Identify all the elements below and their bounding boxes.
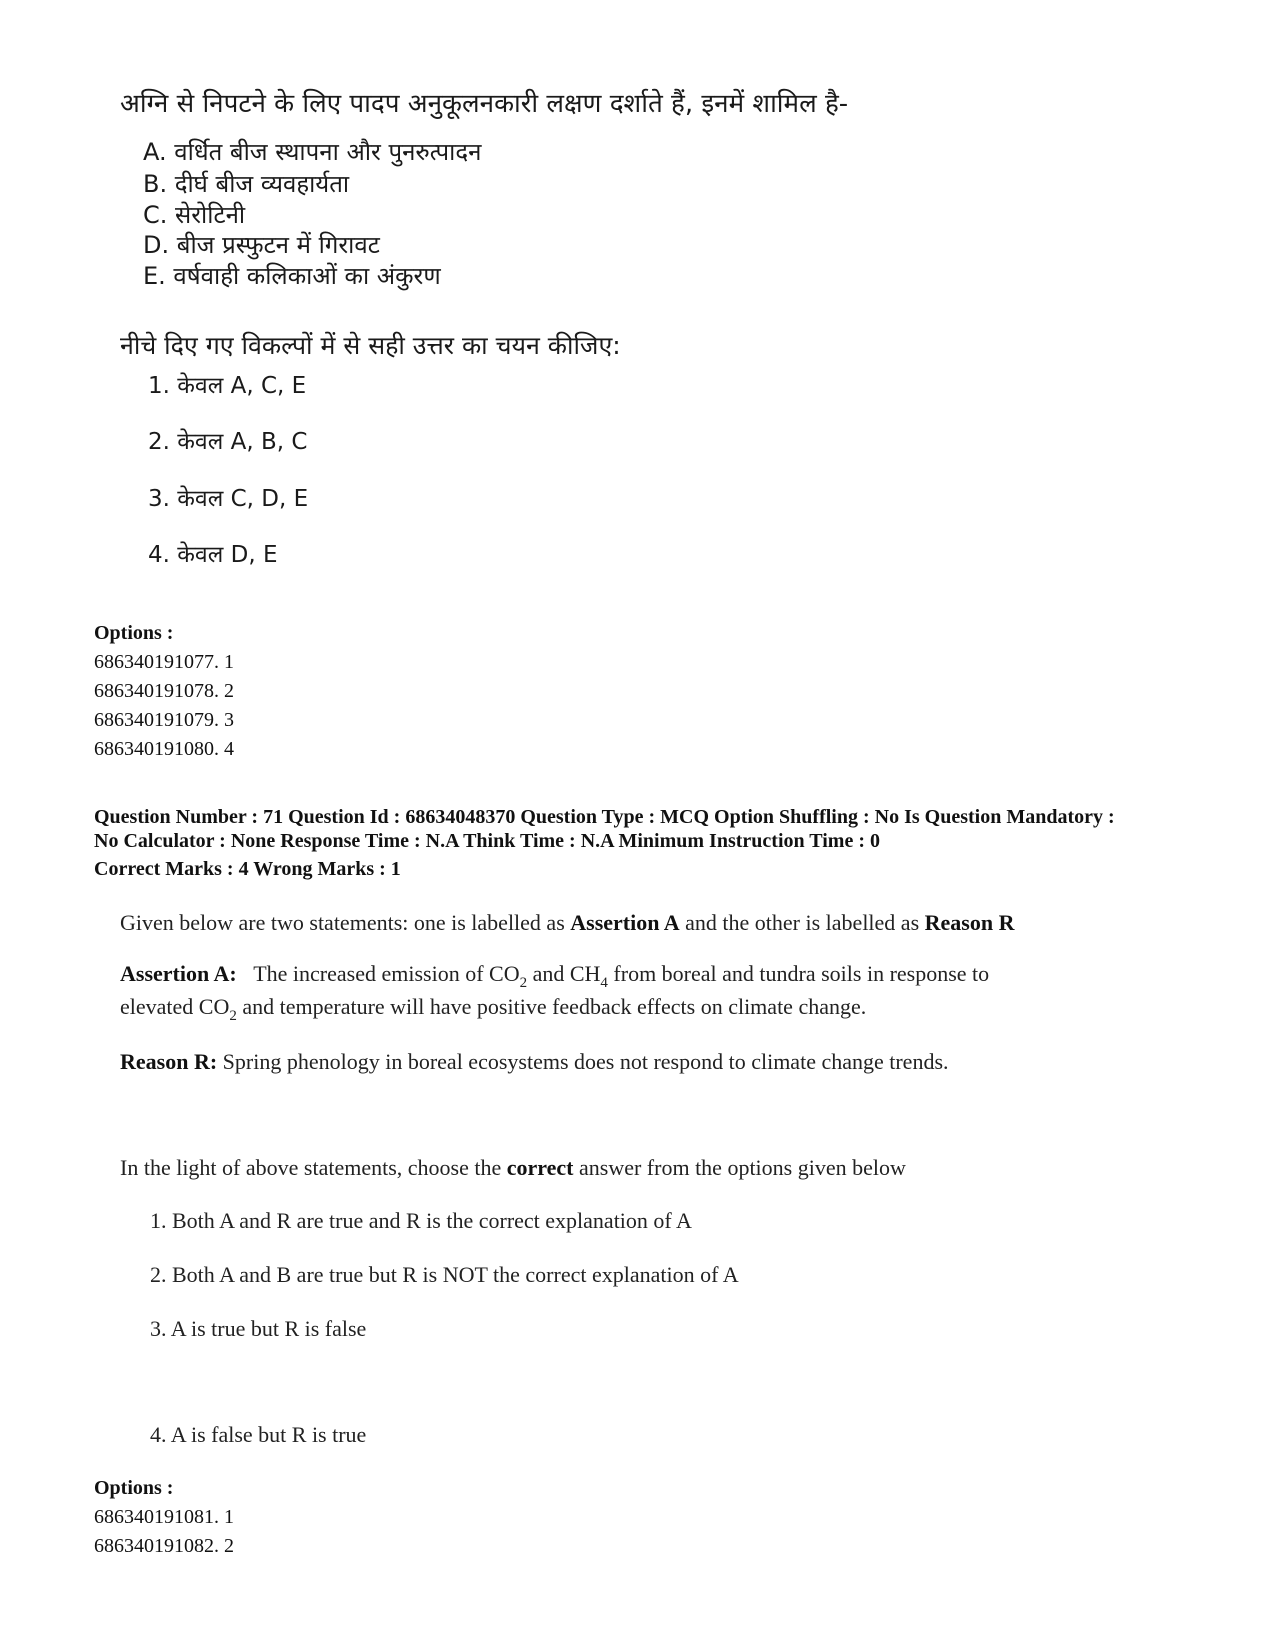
intro-reason: Reason R xyxy=(924,910,1015,935)
intro-assertion: Assertion A xyxy=(570,910,680,935)
option-id-line: 686340191082. 2 xyxy=(94,1535,234,1557)
option-id-line: 686340191078. 2 xyxy=(94,680,234,702)
intro-text: and the other is labelled as xyxy=(679,910,925,935)
question-71-intro xyxy=(120,910,1014,936)
choice-4: 4. A is false but R is true xyxy=(150,1422,367,1447)
intro-text: Given below are two statements: one is labelled as xyxy=(120,910,571,935)
option-id-line: 686340191079. 3 xyxy=(94,709,234,731)
meta-line-2: No Calculator : None Response Time : N.A Think Time : N.A Minimum Instruction Time : 0 xyxy=(94,830,880,852)
instruction-text: In the light of above statements, choose the xyxy=(120,1155,507,1180)
subscript: 4 xyxy=(600,975,608,991)
subscript: 2 xyxy=(519,975,528,991)
question-70-instruction: नीचे दिए गए विकल्पों में से सही उत्तर का चयन कीजिए: xyxy=(120,331,621,360)
assertion-line-2 xyxy=(120,994,867,1024)
choice-2: 2. केवल A, B, C xyxy=(148,429,308,455)
question-70-stem: अग्नि से निपटने के लिए पादप अनुकूलनकारी लक्षण दर्शाते हैं, इनमें शामिल है- xyxy=(120,89,849,119)
question-71-instruction xyxy=(120,1155,906,1181)
assertion-text: The increased emission of CO xyxy=(253,961,520,986)
assertion-text: and CH xyxy=(527,961,601,986)
choice-1: 1. केवल A, C, E xyxy=(148,373,307,399)
option-id-line: 686340191077. 1 xyxy=(94,651,234,673)
choice-3: 3. A is true but R is false xyxy=(150,1316,367,1341)
reason-label: Reason R: xyxy=(120,1049,218,1074)
instruction-bold: correct xyxy=(506,1155,574,1180)
choice-1: 1. Both A and R are true and R is the correct explanation of A xyxy=(150,1208,692,1233)
instruction-text: answer from the options given below xyxy=(573,1155,906,1180)
reason-line xyxy=(120,1049,949,1075)
statement-d: D. बीज प्रस्फुटन में गिरावट xyxy=(143,231,380,259)
marks-line: Correct Marks : 4 Wrong Marks : 1 xyxy=(94,858,401,880)
assertion-line-1 xyxy=(120,961,990,991)
question-71-meta xyxy=(94,805,1224,881)
statement-e: E. वर्षवाही कलिकाओं का अंकुरण xyxy=(143,262,441,290)
statement-c: C. सेरोटिनी xyxy=(143,201,246,229)
subscript: 2 xyxy=(229,1008,237,1024)
assertion-text: elevated CO xyxy=(120,994,230,1019)
assertion-text: from boreal and tundra soils in response to xyxy=(607,961,990,986)
choice-2: 2. Both A and B are true but R is NOT the correct explanation of A xyxy=(150,1262,739,1287)
assertion-label: Assertion A: xyxy=(120,961,237,986)
option-id-line: 686340191081. 1 xyxy=(94,1506,234,1528)
options-label: Options : xyxy=(94,622,174,644)
option-id-line: 686340191080. 4 xyxy=(94,738,234,760)
meta-line-1: Question Number : 71 Question Id : 68634048370 Question Type : MCQ Option Shuffling : No Is Question Mandatory : xyxy=(94,806,1115,828)
statement-b: B. दीर्घ बीज व्यवहार्यता xyxy=(143,170,350,198)
statement-a: A. वर्धित बीज स्थापना और पुनरुत्पादन xyxy=(143,138,482,166)
choice-3: 3. केवल C, D, E xyxy=(148,486,309,512)
options-label: Options : xyxy=(94,1477,174,1499)
assertion-text: and temperature will have positive feedback effects on climate change. xyxy=(236,994,867,1019)
reason-text: Spring phenology in boreal ecosystems does not respond to climate change trends. xyxy=(217,1049,949,1074)
choice-4: 4. केवल D, E xyxy=(148,542,278,568)
